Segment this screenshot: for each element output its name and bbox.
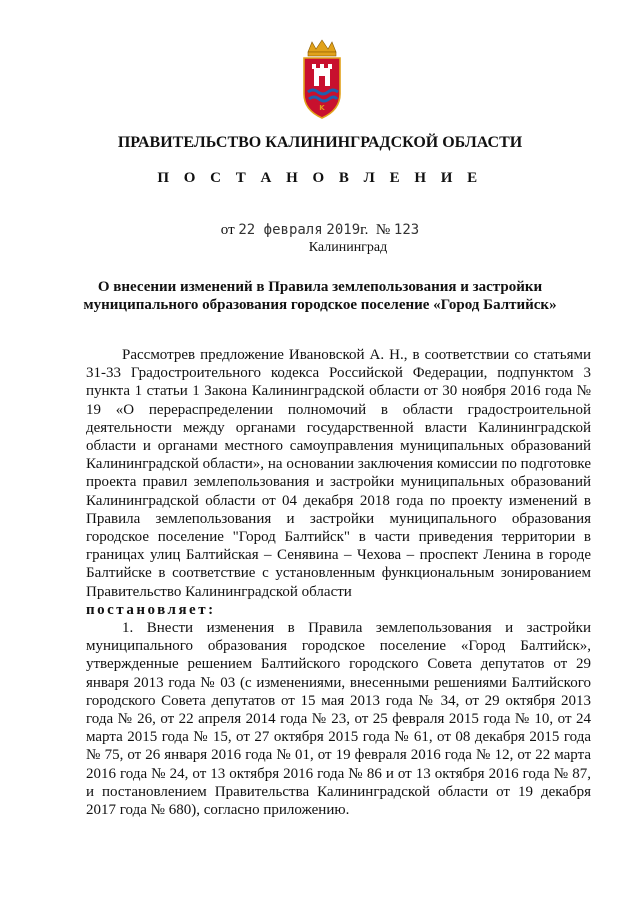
title-line-1: О внесении изменений в Правила землепользования и застройки bbox=[97, 279, 543, 295]
document-type: П О С Т А Н О В Л Е Н И Е bbox=[157, 170, 483, 186]
number-sign: № bbox=[375, 222, 391, 238]
svg-text:K: K bbox=[319, 104, 325, 112]
document-number: 123 bbox=[393, 222, 420, 238]
point-1-paragraph: 1. Внести изменения в Правила землепользования и застройки муниципального образования городское поселение «Город Балтийск», утвержденные решением Балтийского городского Совета депутатов от 29 января 2013 года № 03 (с изменениями, внесенными решениями Балтийского городского Совета депутатов от 15 мая 2013 года № 34, от 29 октября 2013 года № 26, от 22 апреля 2014 года № 23, от 25 февраля 2015 года № 10, от 24 марта 2015 года № 15, от 27 октября 2015 года № 61, от 08 декабря 2015 года № 75, от 26 января 2016 года № 01, от 19 февраля 2016 года № 12, от 22 марта 2016 года № 24, от 13 октября 2016 года № 86 и от 13 октября 2016 года № 87, и постановлением Правительства Калининградской области от 19 декабря 2017 года № 680), согласно приложению. bbox=[86, 620, 591, 819]
date-line bbox=[0, 222, 640, 239]
document-title bbox=[60, 278, 580, 314]
city: Калининград bbox=[308, 240, 388, 255]
date-prefix: от bbox=[220, 222, 235, 238]
document-body bbox=[86, 346, 591, 819]
decree-word: постановляет: bbox=[86, 601, 216, 618]
date-day-month: 22 февраля bbox=[238, 222, 323, 238]
government-name: ПРАВИТЕЛЬСТВО КАЛИНИНГРАДСКОЙ ОБЛАСТИ bbox=[117, 134, 523, 151]
preamble-paragraph: Рассмотрев предложение Ивановской А. Н., в соответствии со статьями 31-33 Градостроительного кодекса Российской Федерации, подпунктом 3 пункта 1 статьи 1 Закона Калининградской области от 30 ноября 2016 года № 19 «О перераспределении полномочий в области градостроительной деятельности между органами государственной власти Калининградской области и органами местного самоуправления муниципальных образований Калининградской области», на основании заключения комиссии по подготовке проекта правил землепользования и застройки муниципальных образований Калининградской области от 04 декабря 2018 года по проекту изменений в Правила землепользования и застройки муниципального образования городское поселение "Город Балтийск" в части приведения территории в границах улиц Балтийская – Сенявина – Чехова – проспект Ленина в городе Балтийске в соответствие с установленным функциональным зонированием Правительство Калининградской области bbox=[86, 347, 591, 600]
coat-of-arms-icon bbox=[300, 38, 344, 120]
title-line-2: муниципального образования городское поселение «Город Балтийск» bbox=[83, 297, 557, 313]
date-year: 2019 bbox=[326, 222, 361, 238]
year-suffix: г. bbox=[360, 222, 369, 238]
